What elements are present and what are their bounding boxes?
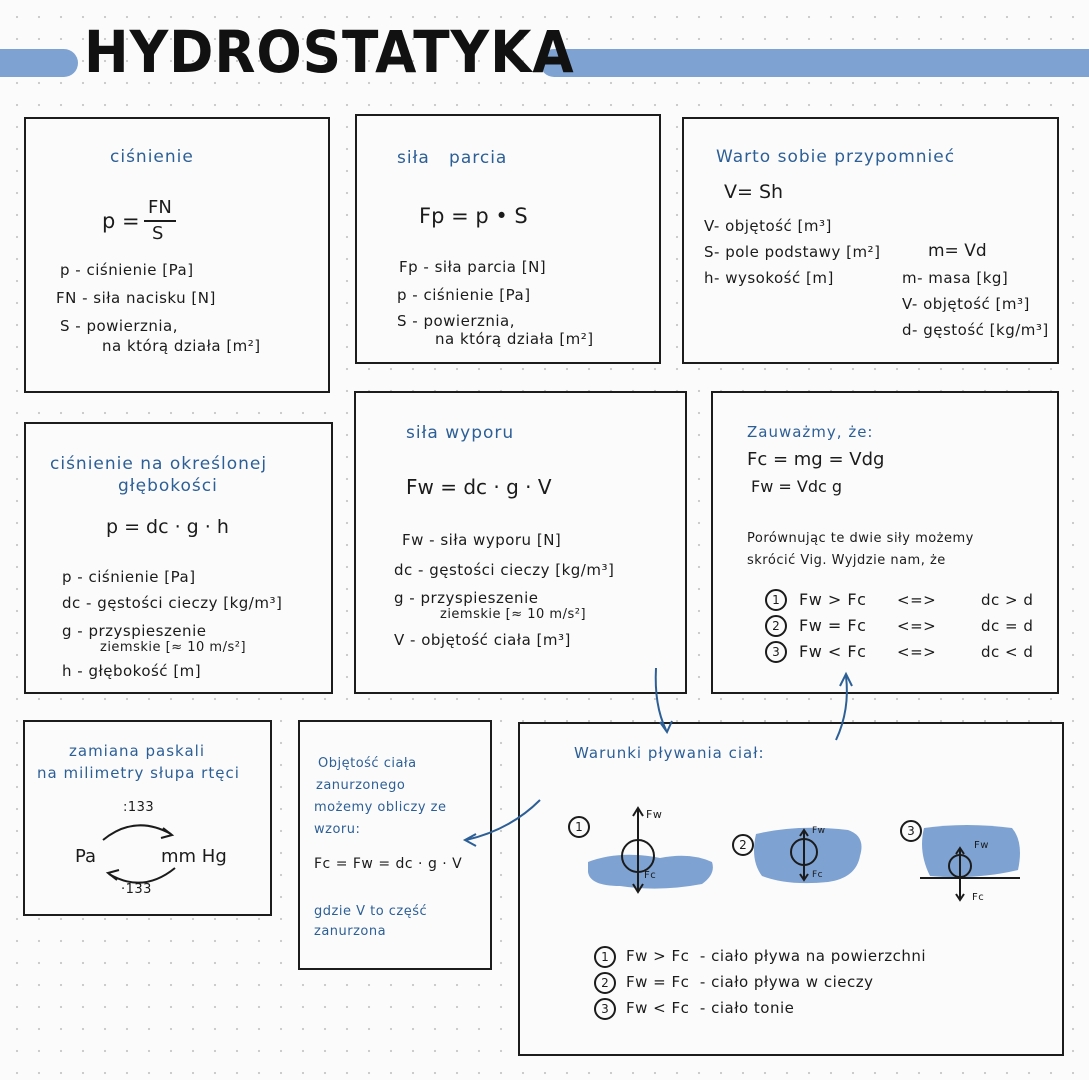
pascal-unit-pa: Pa: [75, 846, 97, 867]
depth-line: ziemskie [≈ 10 m/s²]: [100, 640, 247, 655]
remember-line: m- masa [kg]: [902, 269, 1009, 287]
card-notice-title: Zauważmy, że:: [747, 423, 874, 441]
notice-row-rhs: dc < d: [981, 643, 1034, 661]
volume-text: możemy obliczy ze: [314, 800, 447, 815]
card-pressure-title: ciśnienie: [110, 147, 194, 167]
buoyancy-formula: Fw = dc · g · V: [406, 475, 552, 499]
number-circle-icon: 3: [594, 998, 616, 1020]
pascal-op-divide: :133: [123, 800, 155, 815]
notice-row-arrow: <=>: [897, 591, 937, 609]
parcie-line: Fp - siła parcia [N]: [399, 258, 547, 276]
figure-label-fw: Fw: [646, 808, 663, 821]
floating-row-text: Fw > Fc - ciało pływa na powierzchni: [626, 947, 927, 965]
pressure-line: FN - siła nacisku [N]: [56, 289, 216, 307]
parcie-formula: Fp = p • S: [419, 204, 528, 228]
figure-label-fc: Fc: [644, 870, 657, 881]
page-title: HYDROSTATYKA: [84, 18, 575, 86]
floating-row-text: Fw < Fc - ciało tonie: [626, 999, 795, 1017]
number-circle-icon: 1: [765, 589, 787, 611]
notice-formula-weight: Fc = mg = Vdg: [747, 449, 885, 470]
card-parcie-title: siła parcia: [397, 148, 508, 168]
notice-row-lhs: Fw = Fc: [799, 616, 867, 635]
notice-formula-buoyancy: Fw = Vdc g: [751, 477, 843, 496]
buoyancy-line: dc - gęstości cieczy [kg/m³]: [394, 561, 615, 579]
card-buoyancy-title: siła wyporu: [406, 423, 515, 443]
figure-label-fc: Fc: [972, 892, 985, 903]
notice-text: skrócić Vig. Wyjdzie nam, że: [747, 553, 946, 568]
buoyancy-line: g - przyspieszenie: [394, 589, 539, 607]
volume-text: Objętość ciała: [318, 756, 417, 771]
depth-formula: p = dc · g · h: [106, 516, 229, 538]
figure-label-fc: Fc: [812, 870, 824, 880]
depth-line: h - głębokość [m]: [62, 662, 202, 680]
figure-number-icon: 2: [732, 834, 754, 856]
card-floating-title: Warunki pływania ciał:: [574, 744, 765, 762]
card-remember-title: Warto sobie przypomnieć: [716, 147, 956, 167]
figure-label-fw: Fw: [974, 840, 989, 851]
number-circle-icon: 2: [765, 615, 787, 637]
volume-note: gdzie V to część: [314, 904, 428, 919]
buoyancy-line: Fw - siła wyporu [N]: [402, 531, 562, 549]
parcie-line: na którą działa [m²]: [435, 330, 594, 348]
remember-line: h- wysokość [m]: [704, 269, 834, 287]
number-circle-icon: 3: [765, 641, 787, 663]
figure-number-icon: 3: [900, 820, 922, 842]
number-circle-icon: 2: [594, 972, 616, 994]
volume-text: wzoru:: [314, 822, 361, 837]
pressure-formula-numerator: FN: [148, 197, 172, 218]
buoyancy-line: ziemskie [≈ 10 m/s²]: [440, 607, 587, 622]
notice-row-rhs: dc = d: [981, 617, 1034, 635]
card-pascal-title: na milimetry słupa rtęci: [37, 764, 240, 782]
remember-formula-mass: m= Vd: [928, 241, 987, 261]
volume-text: zanurzonego: [316, 778, 406, 793]
figure-number-icon: 1: [568, 816, 590, 838]
pressure-line: na którą działa [m²]: [102, 337, 261, 355]
card-depth-title: ciśnienie na określonej: [50, 454, 268, 474]
pascal-op-multiply: ·133: [121, 882, 152, 897]
notice-row-arrow: <=>: [897, 617, 937, 635]
pressure-formula-denominator: S: [152, 223, 164, 244]
pressure-line: S - powierznia,: [60, 317, 179, 335]
volume-formula: Fc = Fw = dc · g · V: [314, 856, 463, 872]
notice-row-rhs: dc > d: [981, 591, 1034, 609]
card-depth-title: głębokości: [118, 476, 218, 496]
notice-text: Porównując te dwie siły możemy: [747, 531, 974, 546]
notice-row-lhs: Fw > Fc: [799, 590, 867, 609]
depth-line: p - ciśnienie [Pa]: [62, 568, 196, 586]
remember-line: S- pole podstawy [m²]: [704, 243, 881, 261]
pressure-line: p - ciśnienie [Pa]: [60, 261, 194, 279]
buoyancy-line: V - objętość ciała [m³]: [394, 631, 571, 649]
pascal-unit-mmhg: mm Hg: [161, 846, 227, 867]
floating-row-text: Fw = Fc - ciało pływa w cieczy: [626, 973, 874, 991]
number-circle-icon: 1: [594, 946, 616, 968]
depth-line: dc - gęstości cieczy [kg/m³]: [62, 594, 283, 612]
notice-row-arrow: <=>: [897, 643, 937, 661]
card-pascal-title: zamiana paskali: [69, 742, 205, 760]
depth-line: g - przyspieszenie: [62, 622, 207, 640]
remember-line: V- objętość [m³]: [902, 295, 1030, 313]
parcie-line: p - ciśnienie [Pa]: [397, 286, 531, 304]
notice-row-lhs: Fw < Fc: [799, 642, 867, 661]
remember-line: d- gęstość [kg/m³]: [902, 321, 1049, 339]
remember-line: V- objętość [m³]: [704, 217, 832, 235]
volume-note: zanurzona: [314, 924, 387, 939]
pressure-formula-lhs: p =: [102, 209, 140, 233]
remember-formula-volume: V= Sh: [724, 181, 784, 203]
figure-label-fw: Fw: [812, 826, 826, 836]
parcie-line: S - powierznia,: [397, 312, 516, 330]
